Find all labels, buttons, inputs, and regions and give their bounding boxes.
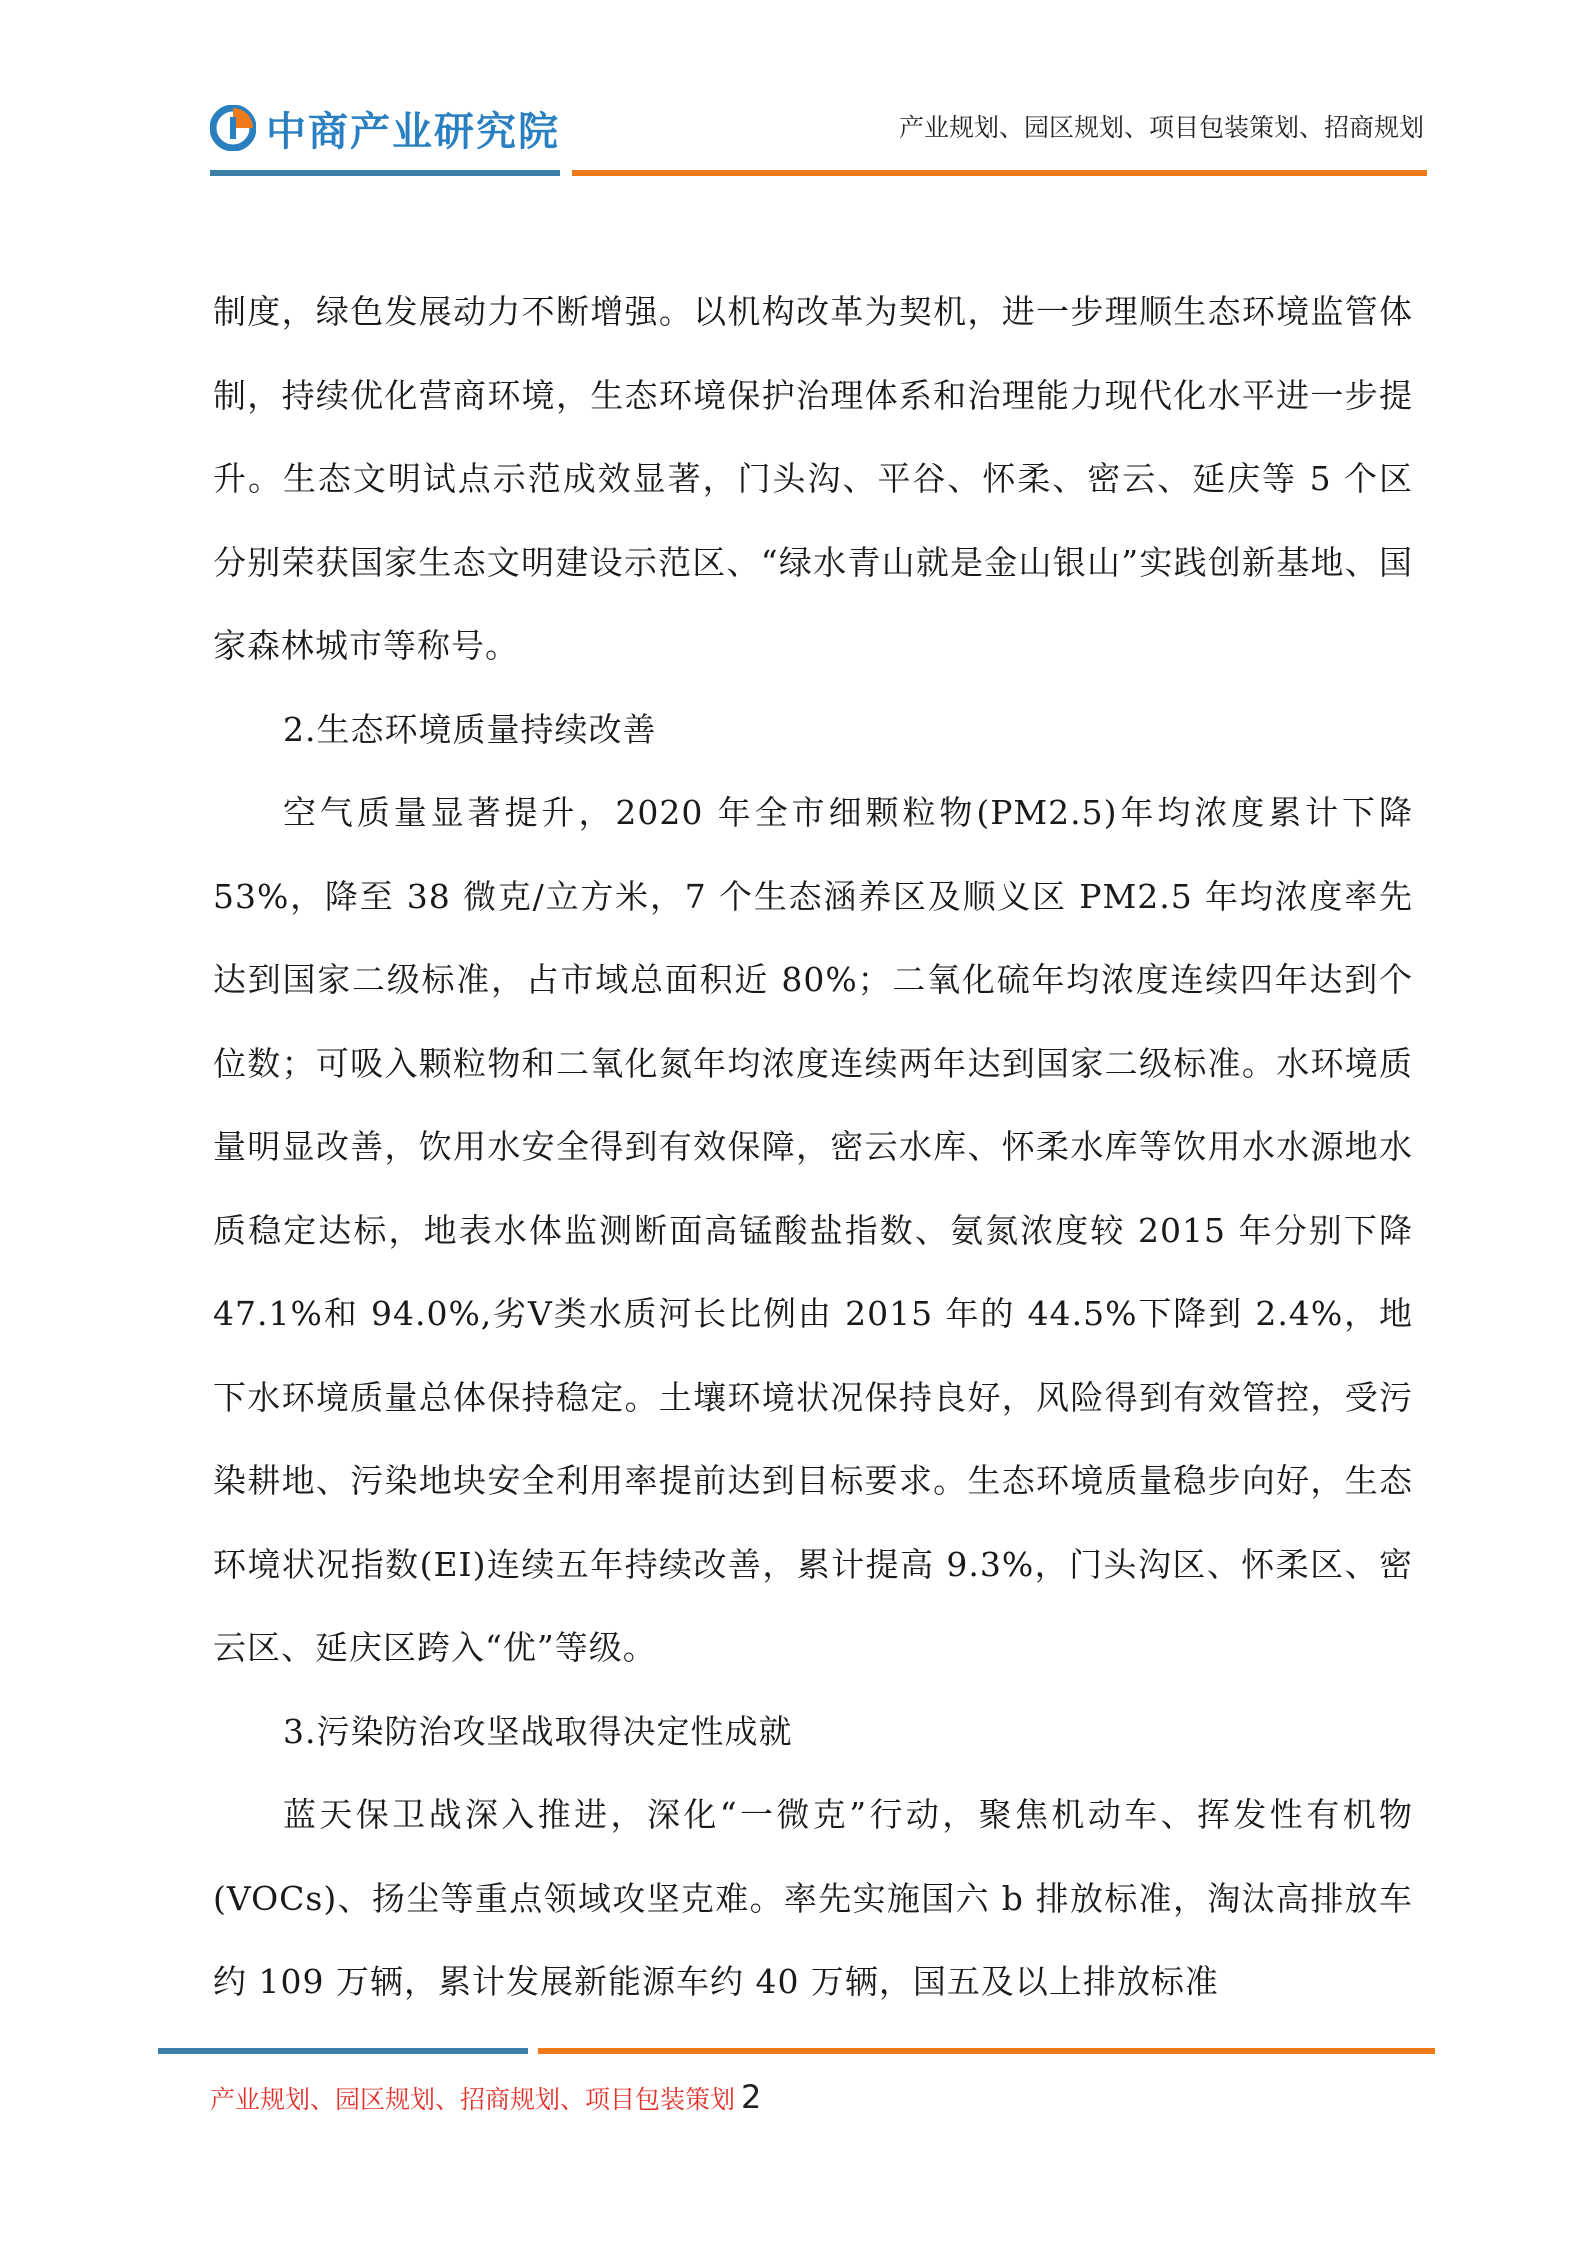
logo-text: 中商产业研究院	[266, 108, 560, 155]
paragraph: 空气质量显著提升，2020 年全市细颗粒物(PM2.5)年均浓度累计下降 53%，降至 38 微克/立方米，7 个生态涵养区及顺义区 PM2.5 年均浓度率先达到国家二级标准，占市域总面积近 80%；二氧化硫年均浓度连续四年达到个位数；可吸入颗粒物和二氧化氮年均浓度连续两年达到国家二级标准。水环境质量明显改善，饮用水安全得到有效保障，密云水库、怀柔水库等饮用水水源地水质稳定达标，地表水体监测断面高锰酸盐指数、氨氮浓度较 2015 年分别下降 47.1%和 94.0%,劣Ⅴ类水质河长比例由 2015 年的 44.5%下降到 2.4%，地下水环境质量总体保持稳定。土壤环境状况保持良好，风险得到有效管控，受污染耕地、污染地块安全利用率提前达到目标要求。生态环境质量稳步向好，生态环境状况指数(EI)连续五年持续改善，累计提高 9.3%，门头沟区、怀柔区、密云区、延庆区跨入“优”等级。	[213, 793, 1413, 1667]
header-divider-blue	[210, 170, 560, 176]
paragraph: 蓝天保卫战深入推进，深化“一微克”行动，聚焦机动车、挥发性有机物(VOCs)、扬尘等重点领域攻坚克难。率先实施国六 b 排放标准，淘汰高排放车约 109 万辆，累计发展新能源车约 40 万辆，国五及以上排放标准	[213, 1795, 1413, 2001]
logo	[210, 100, 560, 156]
page-header	[0, 0, 1587, 190]
footer-divider-blue	[158, 2048, 528, 2054]
header-divider-orange	[572, 170, 1427, 176]
page-footer	[210, 2078, 761, 2116]
page-number: 2	[741, 2078, 762, 2116]
logo-icon	[210, 105, 256, 151]
header-tagline: 产业规划、园区规划、项目包装策划、招商规划	[898, 113, 1424, 142]
paragraph: 制度，绿色发展动力不断增强。以机构改革为契机，进一步理顺生态环境监管体制，持续优化营商环境，生态环境保护治理体系和治理能力现代化水平进一步提升。生态文明试点示范成效显著，门头沟、平谷、怀柔、密云、延庆等 5 个区分别荣获国家生态文明建设示范区、“绿水青山就是金山银山”实践创新基地、国家森林城市等称号。	[213, 292, 1413, 665]
footer-divider-orange	[538, 2048, 1435, 2054]
footer-tagline: 产业规划、园区规划、招商规划、项目包装策划	[210, 2085, 736, 2114]
section-heading: 2.生态环境质量持续改善	[283, 709, 657, 749]
section-heading: 3.污染防治攻坚战取得决定性成就	[283, 1711, 793, 1751]
document-body	[213, 270, 1413, 2024]
